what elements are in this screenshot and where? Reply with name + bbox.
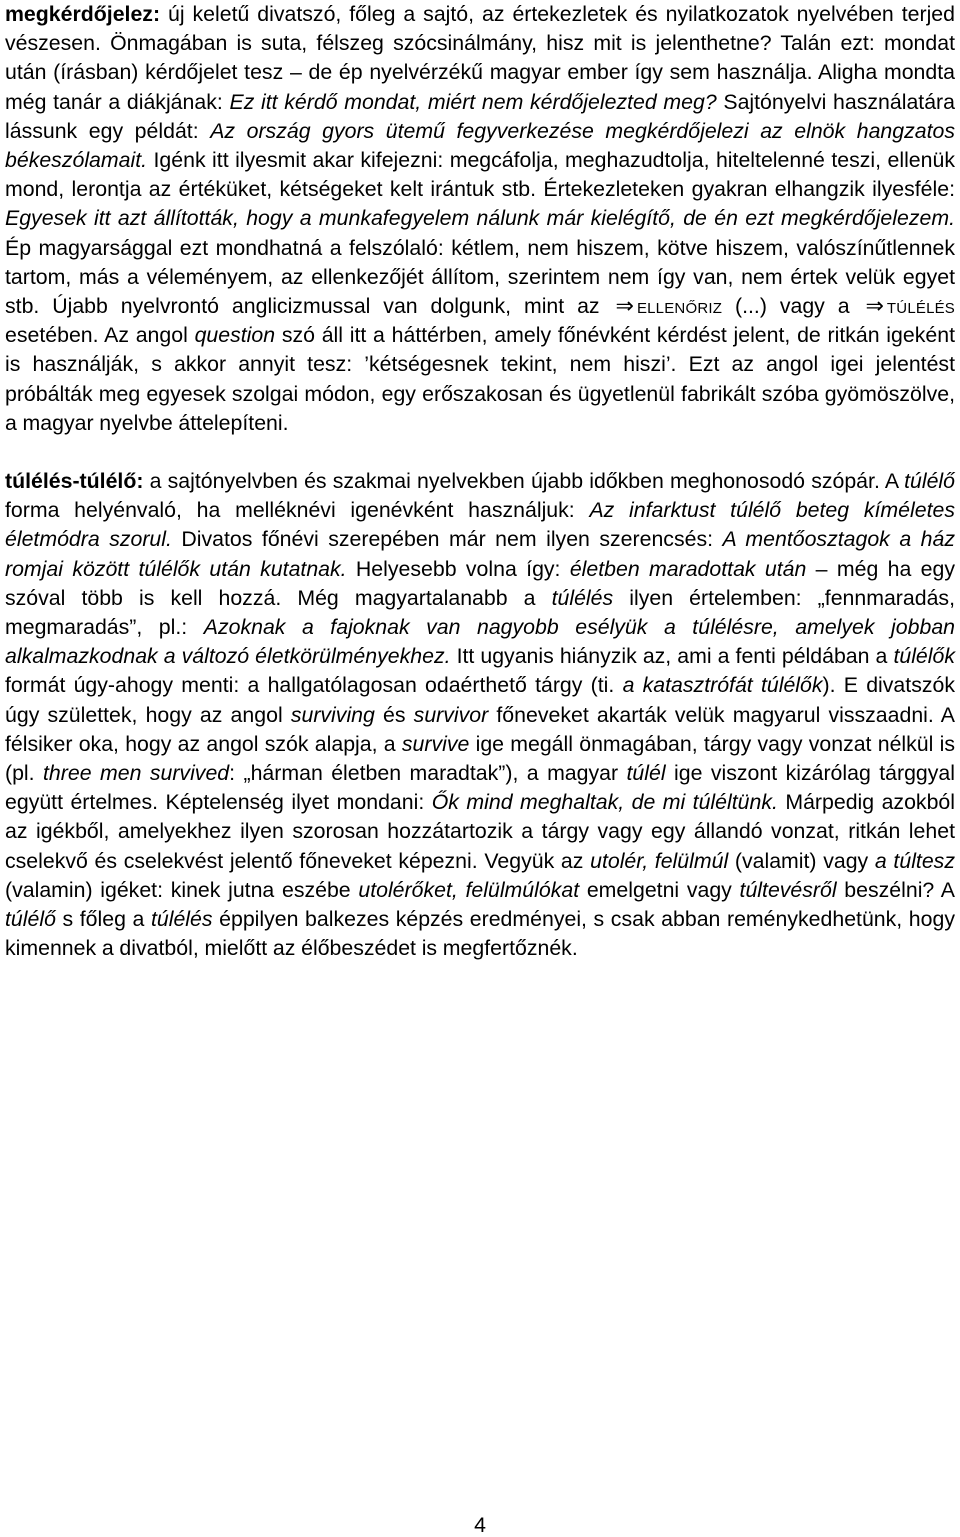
entry-text: (...) vagy a	[722, 294, 850, 319]
entry-text: – még ha egy szóval több is kell hozzá. Még magyartalanabb a	[5, 556, 955, 610]
example-text: túlél	[626, 761, 666, 786]
example-text: question	[194, 323, 276, 348]
entry-text: szó áll itt a háttérben, amely főnévként kérdést jelent, de ritkán igeként is használják, s akkor annyit tesz: ’kétségesnek tekint, nem hiszi’. Ezt az angol igei jelentést próbálták meg egyesek szolgai módon, egy erőszakosan és ügyetlenül fabrikált szóba gyömöszölve, a magyar nyelvbe áttelepíteni.	[5, 323, 955, 435]
entry-text: ige megáll önmagában, tárgy vagy vonzat nélkül is (pl.	[5, 731, 955, 786]
example-text: életben maradottak után	[569, 556, 807, 581]
entry-text: ige viszont kizárólag tárggyal együtt értelmes. Képtelenség ilyet mondani:	[5, 761, 955, 815]
example-text: utolér, felülmúl	[590, 848, 729, 873]
cross-reference-tuleles: túlélés	[886, 294, 956, 319]
entry-text: ilyen értelemben: „fennmaradás, megmaradás”, pl.:	[5, 585, 955, 640]
example-text: survive	[401, 731, 470, 756]
entry-text: Igénk itt ilyesmit akar kifejezni: megcáfolja, meghazudtolja, hiteltelenné teszi, ellenük mond, lerontja az értéküket, kétségeket kelt irántuk stb. Értekezleteken gyakran elhangzik ilyesféle:	[5, 148, 955, 202]
entry-text: a sajtónyelvben és szakmai nyelvekben újabb időkben meghonosodó szópár. A	[143, 469, 905, 494]
entry-text: emelgetni vagy	[579, 877, 740, 902]
page-number: 4	[474, 1513, 486, 1537]
example-text: Ők mind meghaltak, de mi túléltünk.	[431, 790, 778, 815]
example-text: Az infarktust túlélő beteg kíméletes életmódra szorul.	[5, 498, 955, 552]
cross-reference-ellenoriz: ellenőriz	[636, 294, 723, 319]
entry-text: s főleg a	[55, 907, 151, 932]
entry-text: formát úgy-ahogy menti: a hallgatólagosan odaérthető tárgy (ti.	[5, 673, 623, 698]
entry-text: (valamin) igéket: kinek jutna eszébe	[5, 877, 359, 902]
entry-text: Sajtónyelvi használatára lássunk egy példát:	[5, 89, 955, 143]
example-text: túlélő	[904, 469, 955, 494]
entry-text: esetében. Az angol	[5, 323, 195, 348]
entry-text: Márpedig azokból az igékből, amelyekhez ilyen szorosan hozzátartozik a tárgy vagy egy állandó vonzat, ritkán lehet cselekvő és cselekvést jelentő főneveket képezni. Vegyük az	[5, 790, 955, 873]
example-text: A mentőosztagok a ház romjai között túlélők után kutatnak.	[5, 527, 955, 581]
example-text: túlélő	[5, 907, 56, 932]
entry-text: éppilyen balkezes képzés eredményei, s csak abban reménykedhetünk, hogy kimennek a divatból, mielőtt az élőbeszédet is megfertőznék.	[5, 907, 955, 961]
headword: túlélés-túlélő:	[5, 469, 144, 494]
example-text: túlélés	[551, 585, 614, 610]
entry-text: forma helyénvaló, ha melléknévi igenévként használjuk:	[5, 498, 590, 523]
example-text: surviving	[290, 702, 375, 727]
entry-text: Ép magyarsággal ezt mondhatná a felszólaló: kétlem, nem hiszem, kötve hiszem, valószínűtlennek tartom, más a véleményem, az ellenkezőjét állítom, szerintem nem így van, nem értek velük egyet stb. Újabb nyelvrontó anglicizmussal van dolgunk, mint az	[5, 235, 955, 319]
example-text: a katasztrófát túlélők	[622, 673, 823, 698]
entry-text: ). E divatszók úgy születtek, hogy az angol	[5, 673, 955, 727]
example-text: túlélés	[150, 907, 213, 932]
cross-reference-arrow-icon: ⇒	[615, 294, 634, 320]
example-text: túltevésről	[739, 877, 837, 902]
entry-text: Itt ugyanis hiányzik az, ami a fenti példában a	[450, 644, 894, 669]
example-text: survivor	[413, 702, 489, 727]
entry-text: beszélni? A	[836, 877, 955, 902]
example-text: three men survived	[43, 761, 230, 786]
example-text: utolérőket, felülmúlókat	[358, 877, 580, 902]
entry-text: főneveket akarták velük magyarul visszaadni. A félsiker oka, hogy az angol szók alapja, a	[5, 702, 955, 756]
entry-text: (valamit) vagy	[728, 848, 875, 873]
example-text: a túltesz	[874, 848, 955, 873]
example-text: Ez itt kérdő mondat, miért nem kérdőjelezted meg?	[229, 89, 717, 114]
example-text: Az ország gyors ütemű fegyverkezése megkérdőjelezi az elnök hangzatos békeszólamait.	[5, 118, 956, 173]
cross-reference-arrow-icon: ⇒	[865, 294, 884, 320]
entry-tuleles-tulelo	[5, 467, 955, 963]
headword: megkérdőjelez:	[5, 2, 161, 26]
example-text: Egyesek itt azt állították, hogy a munkafegyelem nálunk már kielégítő, de én ezt megkérdőjelezem.	[5, 206, 955, 231]
entry-text: : „hárman életben maradtak”), a magyar	[229, 761, 627, 786]
entry-text: Helyesebb volna így:	[346, 556, 570, 581]
entry-megkerdojelez	[5, 0, 955, 438]
example-text: Azoknak a fajoknak van nagyobb esélyük a túlélésre, amelyek jobban alkalmazkodnak a változó életkörülményekhez.	[5, 615, 956, 669]
entry-text: és	[374, 702, 414, 727]
entry-text: Divatos főnévi szerepében már nem ilyen szerencsés:	[171, 527, 723, 552]
example-text: túlélők	[893, 644, 955, 669]
document-page	[5, 0, 955, 964]
entry-text: új keletű divatszó, főleg a sajtó, az értekezletek és nyilatkozatok nyelvében terjed vészesen. Önmagában is suta, félszeg szócsinálmány, hisz mit is jelenthetne? Talán ezt: mondat után (írásban) kérdőjelet tesz – de ép nyelvérzékű magyar ember így sem használja. Aligha mondta még tanár a diákjának:	[5, 2, 955, 114]
